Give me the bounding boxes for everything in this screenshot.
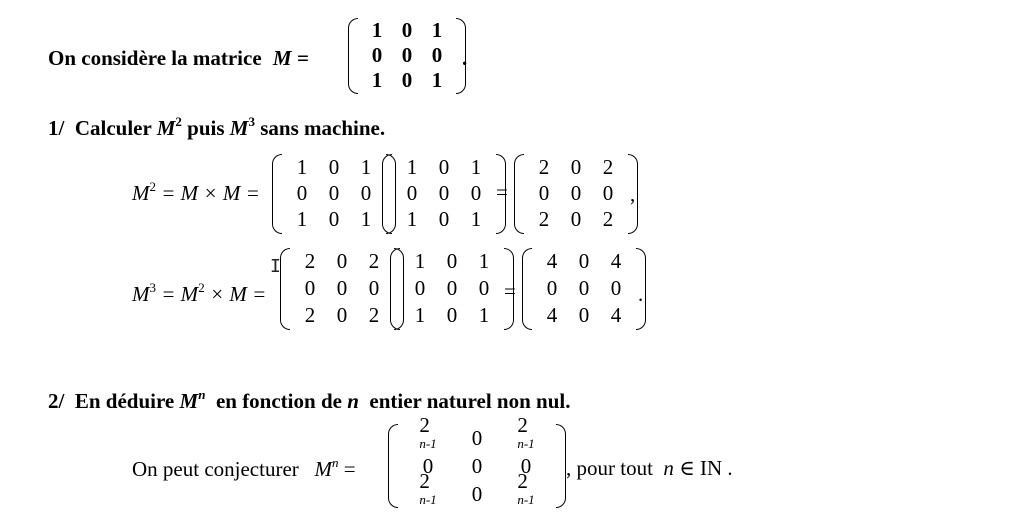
- question-2: 2/ En déduire $M^n$ en fonction de n entier naturel non nul.: [48, 386, 571, 413]
- eq-m3-equals: =: [504, 279, 516, 303]
- conjecture-lhs: On peut conjecturer $M^n$ =: [132, 454, 356, 481]
- matrix-M2-result: 2 0 2 0 0 0 2 0 2: [514, 154, 638, 234]
- intro-text: [48, 46, 309, 71]
- matrix-M-cells: 1 0 1 0 0 0 1 0 1: [371, 18, 443, 92]
- matrix-M-b: 1 0 1 0 0 0 1 0 1: [382, 154, 506, 234]
- eq-m2-comma: ,: [630, 182, 636, 206]
- conjecture-tail: , pour tout n ∈ IN .: [566, 456, 733, 480]
- intro-label: On considère la matrice: [48, 46, 262, 70]
- text-cursor-icon: I: [270, 256, 281, 277]
- question-1: 1/ Calculer $M^2$ puis $M^3$ sans machine.: [48, 113, 386, 140]
- matrix-Mn: 2 $^{n-1}$ 0 2 $^{n-1}$ 0 0 0 2 $^{n-1}$ 0 2 $^{n-1}$: [388, 424, 566, 508]
- matrix-M-c: 1 0 1 0 0 0 1 0 1: [390, 248, 514, 330]
- matrix-M3-result: 4 0 4 0 0 0 4 0 4: [522, 248, 646, 330]
- matrix-M-a: 1 0 1 0 0 0 1 0 1: [272, 154, 396, 234]
- eq-m3-lhs: $M^3 = M^2 \times M$ =: [132, 279, 267, 306]
- eq-m2-lhs: $M^2 = M \times M$ =: [132, 178, 260, 205]
- intro-lhs: M =: [272, 46, 309, 70]
- eq-m3-period: .: [638, 282, 644, 306]
- eq-m2-equals: =: [496, 180, 508, 204]
- intro-period: .: [462, 46, 468, 70]
- matrix-M-intro: [348, 18, 466, 94]
- matrix-M2-a: 2 0 2 0 0 0 2 0 2: [280, 248, 404, 330]
